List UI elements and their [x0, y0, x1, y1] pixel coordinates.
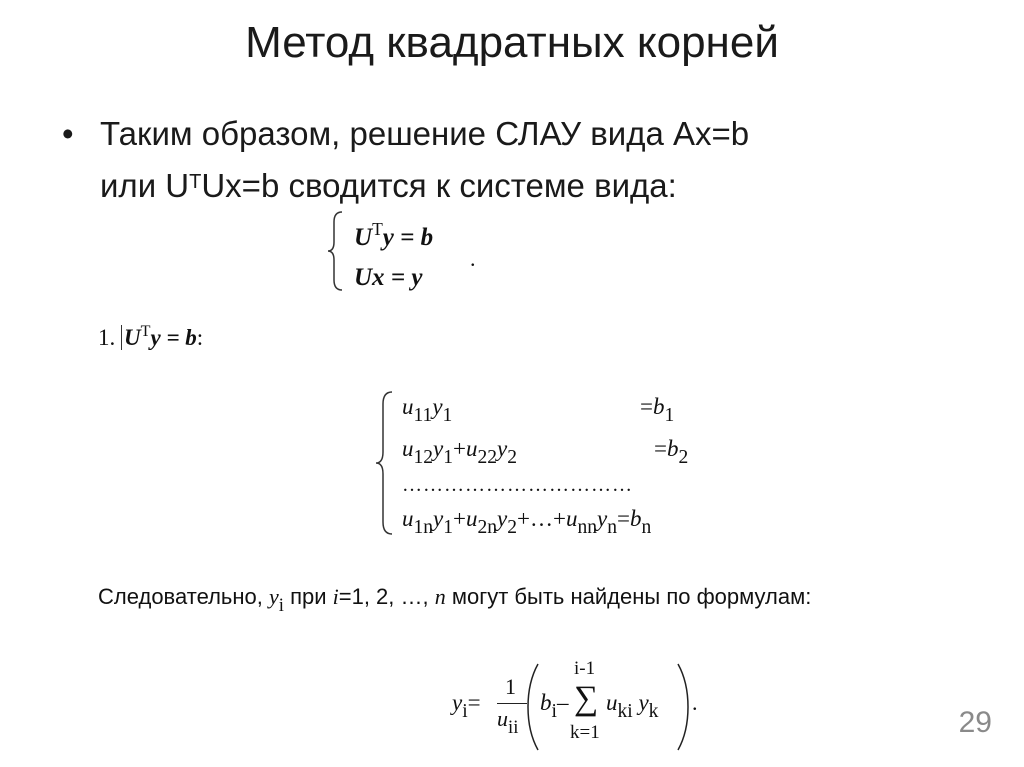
system2-row2: $u_{12}y_1+u_{22}y_2$ [402, 436, 518, 468]
system2-row1-rhs: $=b_1$ [640, 394, 675, 426]
formula-left-paren [526, 662, 540, 752]
formula-fraction-den: $u_{ii}$ [497, 706, 519, 738]
system2-dots: …………………………… [402, 474, 633, 496]
bullet-text [100, 108, 960, 212]
formula-fraction-num: 1 [505, 674, 516, 699]
system1-row1: $U^Ty = b$ [354, 219, 434, 251]
step1-line: 1. $U^Ty = b$: [98, 323, 204, 350]
bullet-line-2: или $U^TUx=b$ сводится к системе вида: [100, 167, 677, 204]
formula-lhs: $y_i=$ [452, 690, 481, 722]
system1-end: . [470, 246, 476, 271]
formula-term: $u_{ki}$ $y_k$ [606, 690, 659, 722]
formula-end: . [692, 690, 698, 715]
system2-row4: $u_{1n}y_1+u_{2n}y_2+\dots+u_{nn}y_n=b_n$ [402, 506, 652, 538]
system1-row2: Ux = y [354, 264, 423, 291]
bullet-line-1: Таким образом, решение СЛАУ вида Ax=b [100, 115, 750, 152]
formula-right-paren [676, 662, 690, 752]
consequence-line: Следовательно, $y_i$ при i=1, 2, …, n могут быть найдены по формулам: [98, 584, 812, 616]
system1-brace [326, 210, 346, 292]
system2-brace [374, 390, 396, 536]
formula-fraction-bar [497, 703, 527, 704]
formula-sigma: ∑ [574, 680, 599, 717]
system2-row2-rhs: $=b_2$ [654, 436, 689, 468]
formula-sum-upper: i-1 [574, 658, 596, 679]
bullet-dot-icon: • [62, 115, 74, 152]
slide-title: Метод квадратных корней [245, 18, 779, 67]
page-number: 29 [958, 706, 992, 739]
formula-b: $b_i-$ [540, 690, 569, 722]
formula-sum-lower: k=1 [570, 722, 600, 743]
system2-row1: $u_{11}y_1$ [402, 394, 453, 426]
